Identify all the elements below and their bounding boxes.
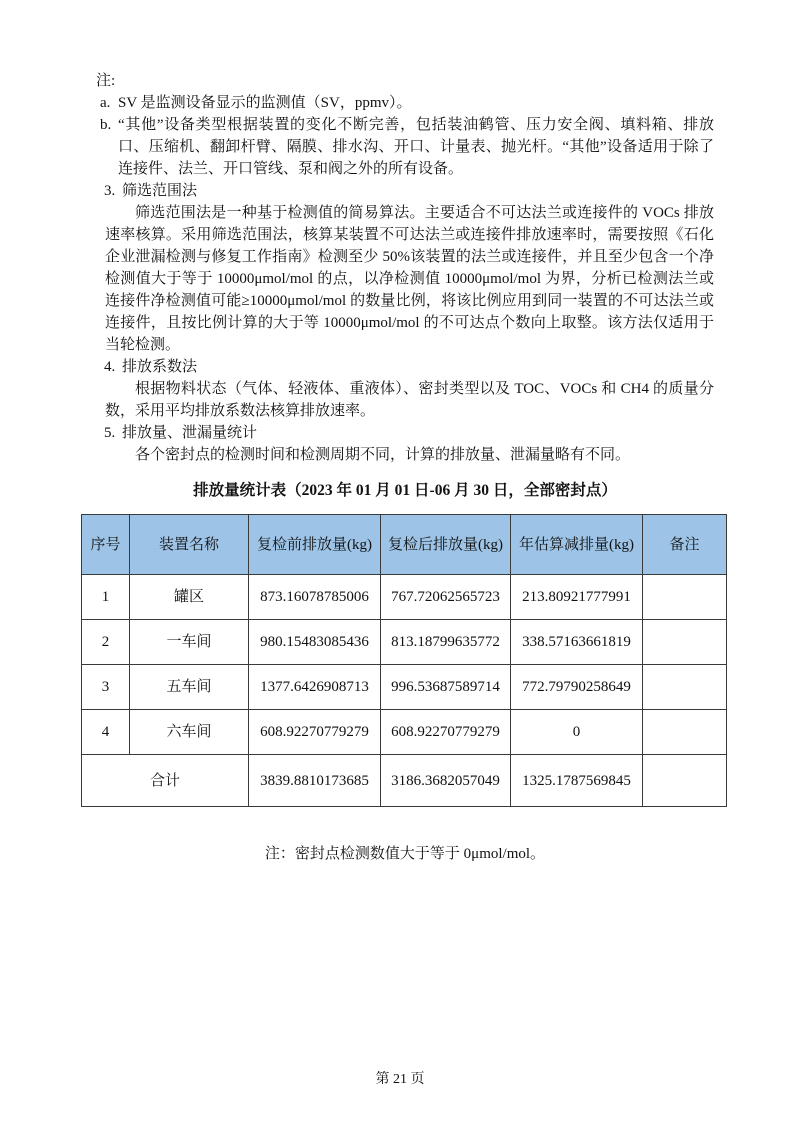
- cell-seq: 4: [82, 710, 130, 755]
- page-number: 第 21 页: [375, 1072, 425, 1087]
- section-4-title: 排放系数法: [122, 359, 198, 375]
- table-row: [82, 620, 727, 665]
- note-item-b: [96, 114, 714, 180]
- cell-unit: 五车间: [130, 665, 249, 710]
- cell-reduction: 0: [511, 710, 643, 755]
- note-marker-a: a.: [100, 95, 111, 111]
- cell-post: 813.18799635772: [381, 620, 511, 665]
- cell-seq: 2: [82, 620, 130, 665]
- table-row: [82, 575, 727, 620]
- total-remark: [643, 755, 727, 807]
- header-annual-reduction: 年估算减排量(kg): [511, 515, 643, 575]
- table-title: 排放量统计表（2023 年 01 月 01 日-06 月 30 日，全部密封点）: [193, 482, 617, 499]
- header-post-recheck: 复检后排放量(kg): [381, 515, 511, 575]
- note-text-b: “其他”设备类型根据装置的变化不断完善，包括装油鹤管、压力安全阀、填料箱、排放口、压缩机、翻卸杆臂、隔膜、排水沟、开口、计量表、抛光杆。“其他”设备适用于除了连接件、法兰、开口管线、泵和阀之外的所有设备。: [118, 117, 714, 177]
- note-item-a: [96, 92, 714, 114]
- cell-post: 608.92270779279: [381, 710, 511, 755]
- section-3-body: 筛选范围法是一种基于检测值的简易算法。主要适合不可达法兰或连接件的 VOCs 排放速率核算。采用筛选范围法，核算某装置不可达法兰或连接件排放速率时，需要按照《石化企业泄漏检测与修复工作指南》检测至少 50%该装置的法兰或连接件，并且至少包含一个净检测值大于等于 10000μmol/mol 的点，以净检测值 10000μmol/mol 为界，分析已检测法兰或连接件净检测值可能≥10000μmol/mol 的数量比例，将该比例应用到同一装置的不可达法兰或连接件，且按比例计算的大于等 10000μmol/mol 的不可达点个数向上取整。该方法仅适用于当轮检测。: [105, 205, 714, 353]
- total-post: 3186.3682057049: [381, 755, 511, 807]
- section-5-number: 5.: [104, 425, 116, 441]
- table-row: [82, 665, 727, 710]
- cell-reduction: 772.79790258649: [511, 665, 643, 710]
- header-pre-recheck: 复检前排放量(kg): [249, 515, 381, 575]
- section-5-heading: [96, 422, 714, 444]
- header-seq: 序号: [82, 515, 130, 575]
- cell-reduction: 338.57163661819: [511, 620, 643, 665]
- table-total-row: [82, 755, 727, 807]
- cell-reduction: 213.80921777991: [511, 575, 643, 620]
- notes-label: 注:: [96, 73, 116, 89]
- cell-post: 996.53687589714: [381, 665, 511, 710]
- table-note: 注：密封点检测数值大于等于 0μmol/mol。: [264, 846, 546, 862]
- table-header-row: [82, 515, 727, 575]
- section-3-number: 3.: [104, 183, 116, 199]
- document-content: [90, 70, 714, 865]
- emission-statistics-table: [81, 514, 727, 807]
- cell-remark: [643, 710, 727, 755]
- header-unit-name: 装置名称: [130, 515, 249, 575]
- cell-remark: [643, 575, 727, 620]
- cell-remark: [643, 665, 727, 710]
- cell-pre: 980.15483085436: [249, 620, 381, 665]
- total-label: 合计: [82, 755, 249, 807]
- cell-pre: 608.92270779279: [249, 710, 381, 755]
- section-3-heading: [96, 180, 714, 202]
- header-remark: 备注: [643, 515, 727, 575]
- cell-pre: 1377.6426908713: [249, 665, 381, 710]
- section-5-body: 各个密封点的检测时间和检测周期不同，计算的排放量、泄漏量略有不同。: [135, 447, 631, 463]
- cell-seq: 3: [82, 665, 130, 710]
- section-4-heading: [96, 356, 714, 378]
- table-row: [82, 710, 727, 755]
- cell-post: 767.72062565723: [381, 575, 511, 620]
- cell-unit: 六车间: [130, 710, 249, 755]
- cell-seq: 1: [82, 575, 130, 620]
- note-text-a: SV 是监测设备显示的监测值（SV，ppmv）。: [118, 95, 412, 111]
- total-pre: 3839.8810173685: [249, 755, 381, 807]
- section-4-body: 根据物料状态（气体、轻液体、重液体）、密封类型以及 TOC、VOCs 和 CH4 的质量分数，采用平均排放系数法核算排放速率。: [105, 381, 714, 419]
- cell-remark: [643, 620, 727, 665]
- section-3-title: 筛选范围法: [122, 183, 198, 199]
- section-4-number: 4.: [104, 359, 116, 375]
- cell-unit: 罐区: [130, 575, 249, 620]
- cell-unit: 一车间: [130, 620, 249, 665]
- section-5-title: 排放量、泄漏量统计: [122, 425, 258, 441]
- cell-pre: 873.16078785006: [249, 575, 381, 620]
- total-reduction: 1325.1787569845: [511, 755, 643, 807]
- note-marker-b: b.: [100, 117, 112, 133]
